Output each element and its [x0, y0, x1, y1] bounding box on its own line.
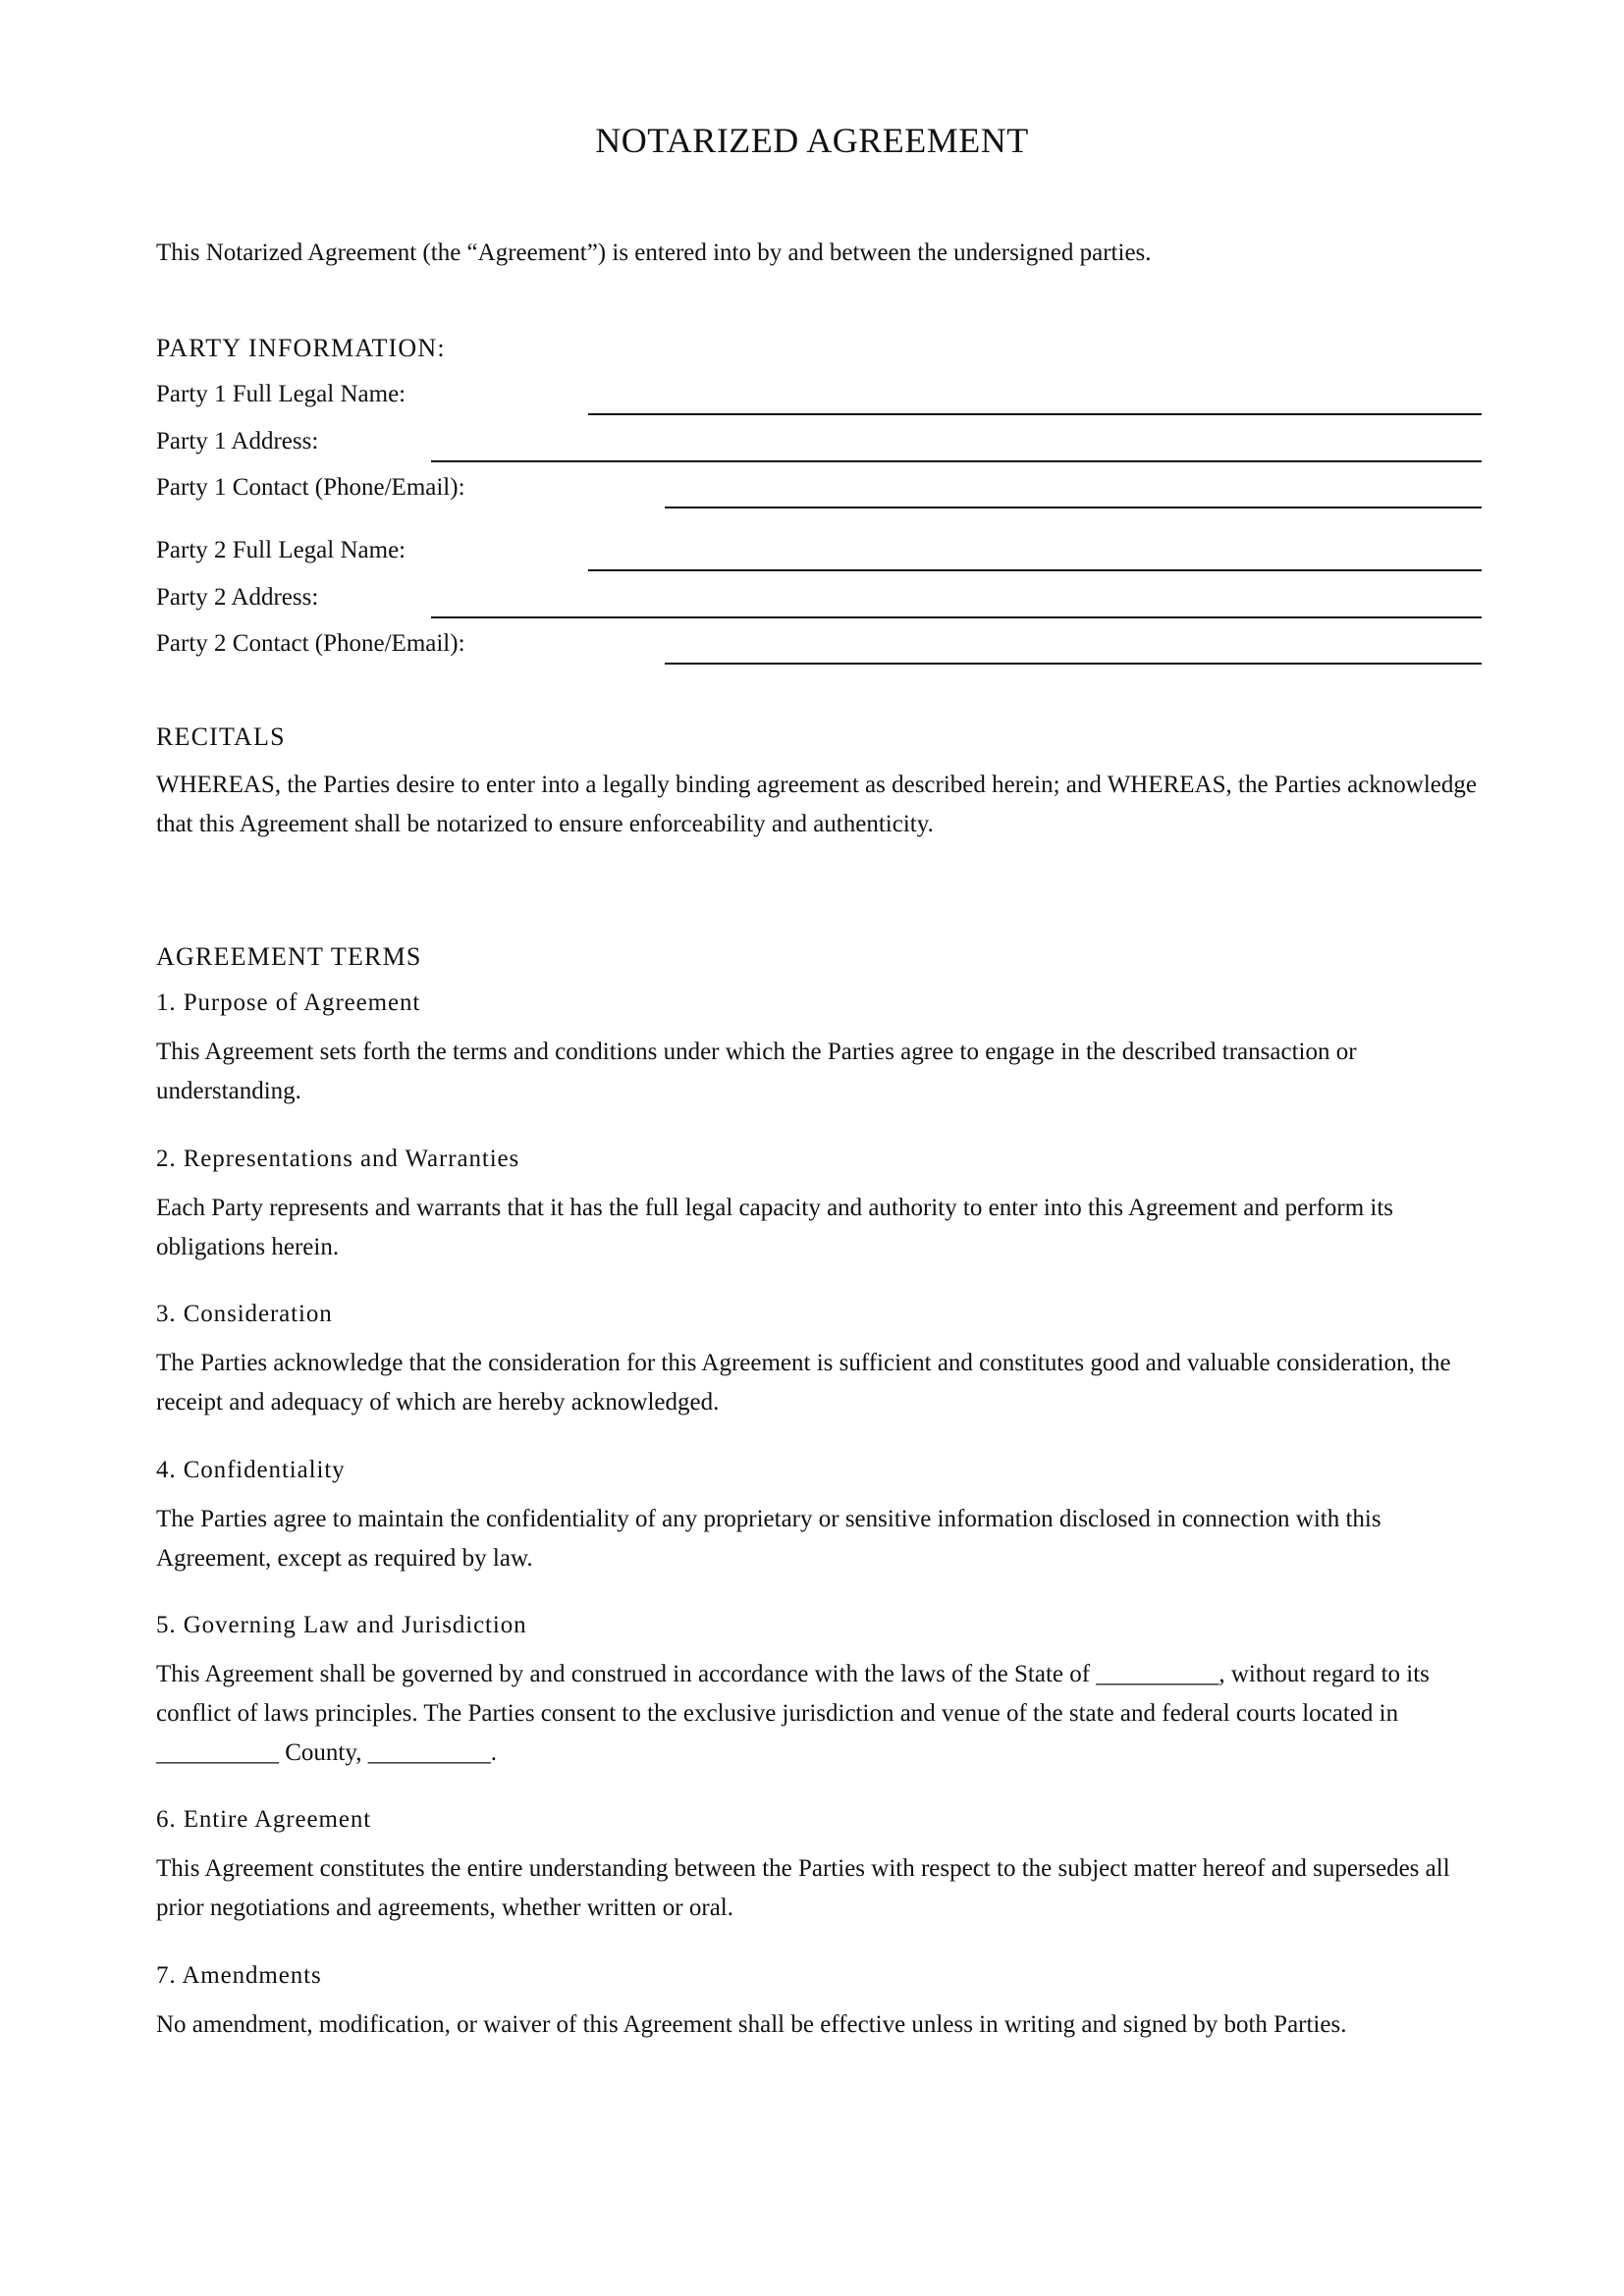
party2-contact-field[interactable]	[156, 630, 1482, 669]
section-text-confidentiality: The Parties agree to maintain the confidentiality of any proprietary or sensitive information disclosed in connection with this Agreement, except as required by law.	[156, 1506, 1381, 1572]
section-title-amendments: 7. Amendments	[156, 1962, 322, 1989]
intro-paragraph: This Notarized Agreement (the “Agreement”) is entered into by and between the undersigned parties.	[156, 240, 1152, 266]
section-title-purpose: 1. Purpose of Agreement	[156, 989, 421, 1016]
document-title: NOTARIZED AGREEMENT	[595, 121, 1029, 160]
party1-contact-field[interactable]	[156, 474, 1482, 513]
field-label: Party 2 Address:	[156, 584, 319, 611]
party2-address-field[interactable]	[156, 584, 1482, 623]
section-text-entire-agreement: This Agreement constitutes the entire understanding between the Parties with respect to the subject matter hereof and supersedes all prior negotiations and agreements, whether written or oral.	[156, 1855, 1450, 1921]
section-text-consideration: The Parties acknowledge that the consideration for this Agreement is sufficient and constitutes good and valuable consideration, the receipt and adequacy of which are hereby acknowledged.	[156, 1350, 1451, 1415]
section-title-confidentiality: 4. Confidentiality	[156, 1457, 346, 1483]
section-title-entire-agreement: 6. Entire Agreement	[156, 1806, 372, 1833]
party1-address-field[interactable]	[156, 428, 1482, 467]
fill-line[interactable]	[431, 616, 1482, 618]
party-information-heading: PARTY INFORMATION:	[156, 334, 446, 362]
section-title-consideration: 3. Consideration	[156, 1301, 333, 1327]
section-text-purpose: This Agreement sets forth the terms and conditions under which the Parties agree to engage in the described transaction or understanding.	[156, 1039, 1357, 1104]
fill-line[interactable]	[665, 663, 1482, 665]
field-label: Party 1 Contact (Phone/Email):	[156, 474, 465, 501]
section-title-representations: 2. Representations and Warranties	[156, 1146, 520, 1172]
fill-line[interactable]	[665, 507, 1482, 508]
section-text-governing-law: This Agreement shall be governed by and construed in accordance with the laws of the State of __________, without regard to its conflict of laws principles. The Parties consent to the exclusive jurisdiction and venue of the state and federal courts located in __________ County, __________.	[156, 1661, 1430, 1766]
fill-line[interactable]	[588, 413, 1482, 415]
field-label: Party 2 Contact (Phone/Email):	[156, 630, 465, 657]
section-title-governing-law: 5. Governing Law and Jurisdiction	[156, 1612, 527, 1638]
recitals-heading: RECITALS	[156, 722, 286, 751]
fill-line[interactable]	[431, 460, 1482, 462]
section-text-amendments: No amendment, modification, or waiver of this Agreement shall be effective unless in writing and signed by both Parties.	[156, 2011, 1347, 2038]
fill-line[interactable]	[588, 569, 1482, 571]
section-text-representations: Each Party represents and warrants that it has the full legal capacity and authority to enter into this Agreement and perform its obligations herein.	[156, 1195, 1394, 1260]
agreement-terms-heading: AGREEMENT TERMS	[156, 942, 422, 971]
field-label: Party 1 Address:	[156, 428, 319, 454]
recitals-text: WHEREAS, the Parties desire to enter into a legally binding agreement as described herein; and WHEREAS, the Parties acknowledge that this Agreement shall be notarized to ensure enforceability and authenticity.	[156, 772, 1477, 837]
party2-name-field[interactable]	[156, 537, 1482, 576]
field-label: Party 2 Full Legal Name:	[156, 537, 406, 563]
party1-name-field[interactable]	[156, 381, 1482, 420]
field-label: Party 1 Full Legal Name:	[156, 381, 406, 407]
